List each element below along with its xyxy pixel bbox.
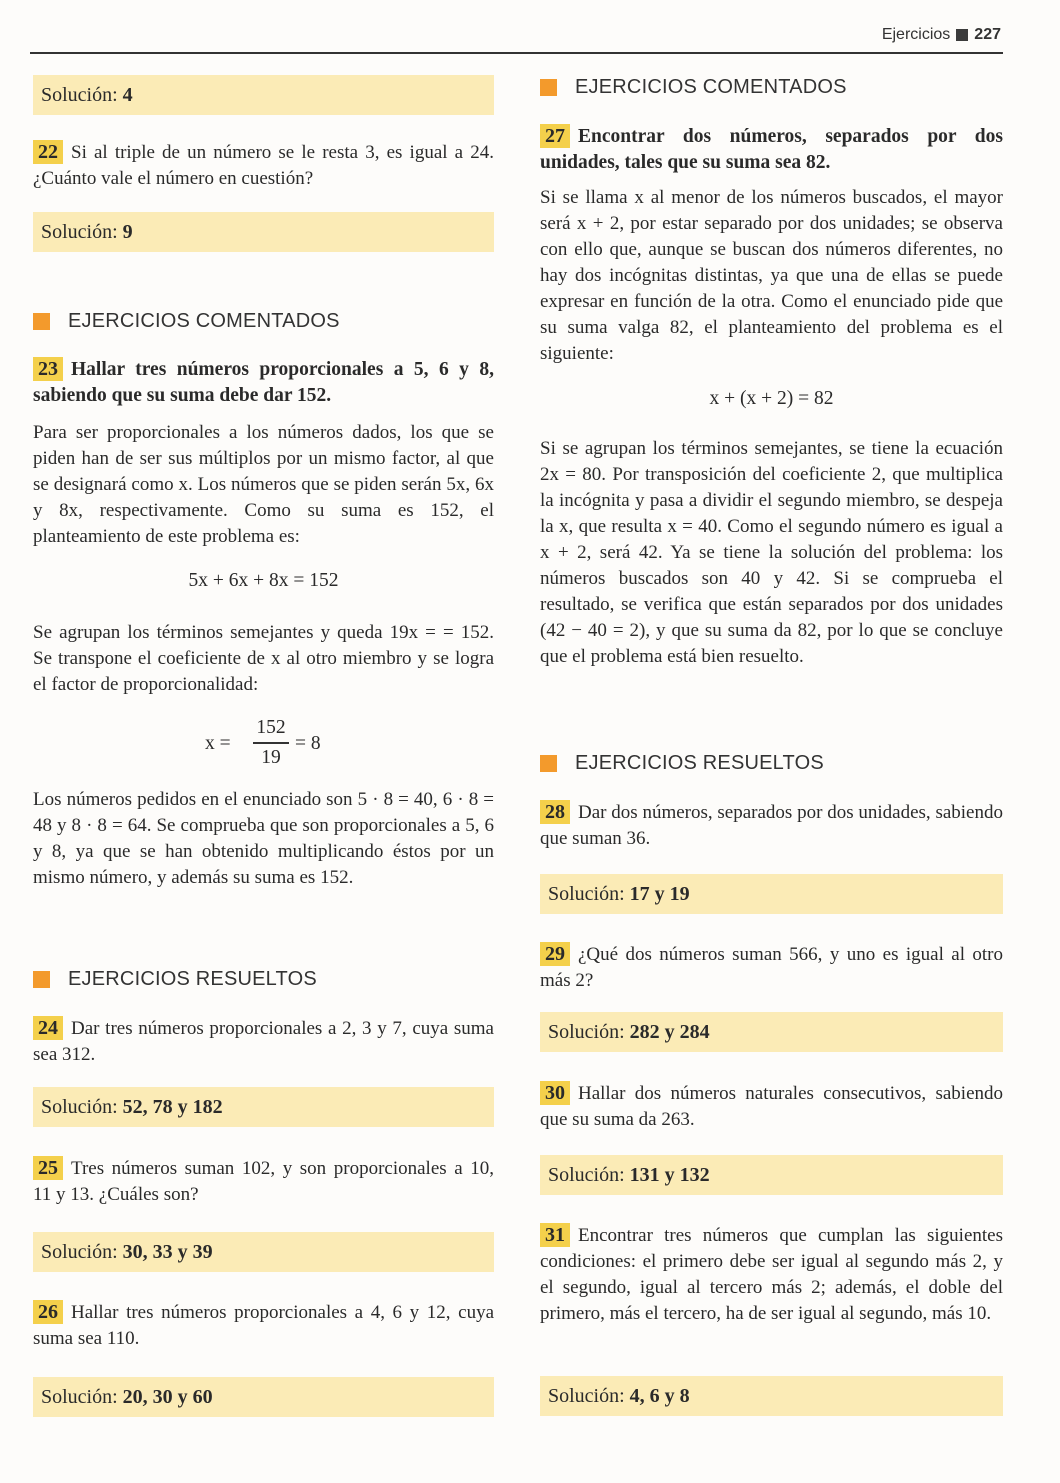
solution-label: Solución: — [41, 84, 118, 106]
solution-value: 30, 33 y 39 — [122, 1241, 213, 1263]
solution-value: 4, 6 y 8 — [629, 1385, 690, 1407]
orange-square-icon — [33, 313, 50, 330]
exercise-23-statement — [33, 357, 494, 409]
solution-label: Solución: — [41, 1096, 118, 1118]
exercise-number: 22 — [33, 140, 63, 164]
solution-box-28 — [540, 874, 1003, 914]
exercise-27-statement — [540, 124, 1003, 176]
running-head — [882, 26, 1001, 44]
exercise-22 — [33, 140, 494, 192]
exercise-23-paragraph-3: Los números pedidos en el enunciado son 5 · 8 = 40, 6 · 8 = 48 y 8 · 8 = 64. Se comprueba que son proporcionales a 5, 6 y 8, ya que se han obtenido multiplicando éstos por un mismo número, y además su suma es 152. — [33, 789, 494, 888]
section-heading-comentados-right — [540, 76, 847, 99]
exercise-26 — [33, 1300, 494, 1352]
exercise-number: 28 — [540, 800, 570, 824]
running-head-label: Ejercicios — [881, 26, 951, 43]
solution-box-30 — [540, 1155, 1003, 1195]
solution-label: Solución: — [548, 1164, 625, 1186]
section-heading-comentados — [33, 310, 340, 333]
exercise-text: Hallar tres números proporcionales a 4, 6 y 12, cuya suma sea 110. — [33, 1302, 494, 1349]
fraction-denominator: 19 — [261, 747, 281, 768]
exercise-number: 27 — [540, 124, 570, 148]
fraction-numerator: 152 — [256, 717, 286, 738]
exercise-text: Dar dos números, separados por dos unidades, sabiendo que suman 36. — [540, 802, 1003, 849]
exercise-30 — [540, 1081, 1003, 1133]
fraction-equation-23 — [205, 717, 345, 772]
solution-box-26 — [33, 1377, 494, 1417]
exercise-number: 26 — [33, 1300, 63, 1324]
section-heading-resueltos — [33, 968, 317, 991]
square-bullet-icon — [956, 29, 968, 41]
solution-label: Solución: — [548, 883, 625, 905]
orange-square-icon — [540, 755, 557, 772]
solution-value: 52, 78 y 182 — [122, 1096, 223, 1118]
solution-value: 282 y 284 — [629, 1021, 710, 1043]
section-heading-resueltos-right — [540, 752, 824, 775]
solution-value: 17 y 19 — [629, 883, 690, 905]
orange-square-icon — [33, 971, 50, 988]
exercise-23-paragraph-2: Se agrupan los términos semejantes y queda 19x = = 152. Se transpone el coeficiente de x al otro miembro y se logra el factor de proporcionalidad: — [33, 622, 494, 695]
exercise-text: ¿Qué dos números suman 566, y uno es igual al otro más 2? — [540, 944, 1003, 991]
exercise-text: Hallar dos números naturales consecutivos, sabiendo que su suma da 263. — [540, 1083, 1003, 1130]
equation-23-1: 5x + 6x + 8x = 152 — [188, 570, 339, 591]
solution-label: Solución: — [41, 1241, 118, 1263]
exercise-text: Tres números suman 102, y son proporcionales a 10, 11 y 13. ¿Cuáles son? — [33, 1158, 494, 1205]
solution-label: Solución: — [548, 1021, 625, 1043]
fraction-lhs: x = — [205, 733, 231, 754]
exercise-29 — [540, 942, 1003, 994]
fraction-bar — [253, 742, 289, 744]
exercise-24 — [33, 1016, 494, 1068]
exercise-31 — [540, 1223, 1003, 1327]
fraction-rhs: = 8 — [295, 733, 321, 754]
solution-box-25 — [33, 1232, 494, 1272]
exercise-number: 24 — [33, 1016, 63, 1040]
exercise-text: Encontrar tres números que cumplan las siguientes condiciones: el primero debe ser igual al segundo más 2, y el segundo, igual al tercero más 2; además, el doble del primero, más el tercero, ha de ser igual al segundo, más 10. — [540, 1225, 1003, 1324]
exercise-27-paragraph-2: Si se agrupan los términos semejantes, se tiene la ecuación 2x = 80. Por transposición del coeficiente 2, que multiplica la incógnita y pasa a dividir el segundo miembro, se despeja la x, que resulta x = 40. Como el segundo número es igual a x + 2, será 42. Ya se tiene la solución del problema: los números buscados son 40 y 42. Si se comprueba el resultado, se verifica que están separados por dos unidades (42 − 40 = 2), y que su suma da 82, por lo que se concluye que el problema está bien resuelto. — [540, 438, 1003, 667]
exercise-25 — [33, 1156, 494, 1208]
solution-box-21 — [33, 75, 494, 115]
exercise-number: 31 — [540, 1223, 570, 1247]
exercise-number: 30 — [540, 1081, 570, 1105]
exercise-23-paragraph-1: Para ser proporcionales a los números dados, los que se piden han de ser sus múltiplos por un mismo factor, al que se designará como x. Los números que se piden serán 5x, 6x y 8x, respectivamente. Como su suma es 152, el planteamiento de este problema es: — [33, 422, 494, 547]
section-title: EJERCICIOS RESUELTOS — [68, 968, 317, 990]
statement-text: Hallar tres números proporcionales a 5, 6 y 8, sabiendo que su suma debe dar 152. — [33, 359, 494, 406]
page-header — [30, 22, 1003, 54]
section-title: EJERCICIOS COMENTADOS — [68, 310, 340, 332]
solution-value: 20, 30 y 60 — [122, 1386, 213, 1408]
exercise-number: 23 — [33, 357, 63, 381]
page-number: 227 — [974, 26, 1001, 43]
solution-value: 131 y 132 — [629, 1164, 710, 1186]
equation-27-1: x + (x + 2) = 82 — [709, 388, 834, 409]
exercise-text: Si al triple de un número se le resta 3, es igual a 24. ¿Cuánto vale el número en cuestión? — [33, 142, 494, 189]
statement-text: Encontrar dos números, separados por dos unidades, tales que su suma sea 82. — [540, 126, 1003, 173]
solution-label: Solución: — [548, 1385, 625, 1407]
solution-value: 4 — [122, 84, 133, 106]
section-title: EJERCICIOS COMENTADOS — [575, 76, 847, 98]
exercise-text: Dar tres números proporcionales a 2, 3 y 7, cuya suma sea 312. — [33, 1018, 494, 1065]
solution-box-22 — [33, 212, 494, 252]
solution-label: Solución: — [41, 1386, 118, 1408]
solution-label: Solución: — [41, 221, 118, 243]
exercise-27-paragraph-1: Si se llama x al menor de los números buscados, el mayor será x + 2, por estar separado por dos unidades; se observa con ello que, aunque se buscan dos números diferentes, no hay dos incógnitas distintas, ya que una de ellas se puede expresar en función de la otra. Como el enunciado pide que su suma valga 82, el planteamiento del problema es el siguiente: — [540, 187, 1003, 364]
solution-box-24 — [33, 1087, 494, 1127]
exercise-number: 29 — [540, 942, 570, 966]
exercise-number: 25 — [33, 1156, 63, 1180]
solution-box-29 — [540, 1012, 1003, 1052]
solution-box-31 — [540, 1376, 1003, 1416]
exercise-28 — [540, 800, 1003, 852]
section-title: EJERCICIOS RESUELTOS — [575, 752, 824, 774]
orange-square-icon — [540, 79, 557, 96]
solution-value: 9 — [122, 221, 133, 243]
